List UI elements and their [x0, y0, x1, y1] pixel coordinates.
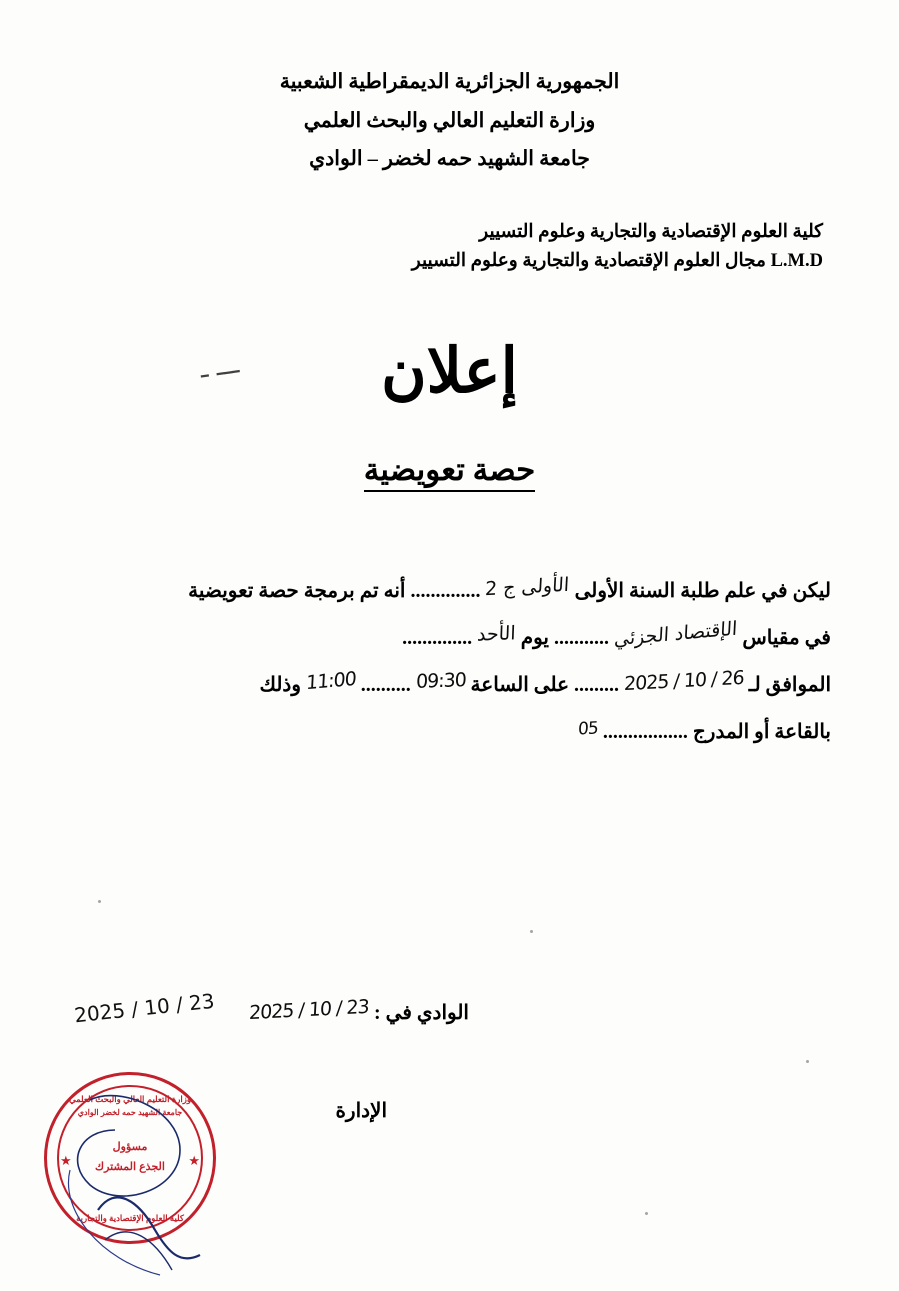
body-line-4: [66, 709, 831, 756]
document-header: [0, 72, 899, 188]
body-line-2-prefix: في مقياس: [742, 627, 831, 649]
administration-label: الإدارة: [335, 1100, 387, 1122]
handwriting-date: 26 / 10 / 2025: [623, 666, 745, 696]
domain-line: [412, 247, 823, 276]
page-title: إعلان: [381, 338, 518, 406]
handwriting-room: 05: [577, 718, 599, 740]
announcement-body: [66, 568, 831, 756]
handwriting-day: الأحد: [476, 622, 517, 646]
page-subtitle-text: حصة تعويضية: [364, 452, 536, 492]
official-stamp: [44, 1072, 216, 1244]
star-icon: ★: [60, 1153, 72, 1168]
page-speck: [645, 1212, 648, 1215]
place-and-date: [248, 995, 469, 1025]
star-icon: ★: [188, 1153, 200, 1168]
handwriting-year-group: الأولى ج 2: [484, 573, 571, 601]
body-line-3-dots-2: ..........: [360, 674, 411, 696]
body-line-1-suffix: أنه تم برمجة حصة تعويضية: [188, 580, 406, 602]
domain-label: مجال العلوم الإقتصادية والتجارية وعلوم التسيير: [411, 250, 766, 271]
stamp-center-line-1: مسؤول: [112, 1141, 148, 1153]
body-line-3: [66, 662, 831, 709]
body-line-4-prefix: بالقاعة أو المدرج: [692, 721, 831, 743]
handwriting-date-stamp-area: 23 / 10 / 2025: [73, 988, 216, 1028]
body-line-2: [66, 615, 831, 662]
stamp-center-line-2: الجذع المشترك: [95, 1161, 165, 1173]
body-line-3-suffix: وذلك: [259, 674, 301, 696]
body-line-2-day-label: يوم: [520, 627, 549, 649]
lmd-label: L.M.D: [770, 250, 823, 271]
margin-scribble-mark: ـــ ـ: [198, 349, 241, 385]
page-subtitle: [0, 452, 899, 488]
handwriting-time-end: 11:00: [305, 667, 357, 695]
body-line-3-prefix: الموافق لـ: [748, 674, 831, 696]
handwriting-time-start: 09:30: [415, 669, 466, 693]
faculty-block: [412, 218, 823, 275]
place-label: الوادي في :: [374, 1002, 469, 1024]
stamp-inner-ring: [57, 1085, 203, 1231]
page-speck: [98, 900, 101, 903]
stamp-arc-top-text: وزارة التعليم العالي والبحث العلمي: [69, 1094, 191, 1104]
body-line-3-time-label: على الساعة: [470, 674, 569, 696]
body-line-1-prefix: ليكن في علم طلبة السنة الأولى: [574, 580, 831, 602]
faculty-name: كلية العلوم الإقتصادية والتجارية وعلوم التسيير: [479, 222, 823, 242]
body-line-2-dots: ...........: [554, 627, 609, 649]
body-line-1-dots: ..............: [410, 580, 481, 602]
body-line-2-dots-2: ..............: [402, 627, 473, 649]
page-speck: [530, 930, 533, 933]
body-line-4-dots: .................: [602, 721, 688, 743]
header-line-republic: الجمهورية الجزائرية الديمقراطية الشعبية: [279, 71, 620, 93]
body-line-3-dots: .........: [574, 674, 619, 696]
header-line-ministry: وزارة التعليم العالي والبحث العلمي: [303, 109, 596, 132]
handwriting-signature-date: 23 / 10 / 2025: [248, 995, 370, 1025]
stamp-arc-bottom-text: كلية العلوم الإقتصادية والتجارية: [76, 1213, 184, 1223]
handwriting-module: الإقتصاد الجزئي: [613, 617, 738, 651]
stamp-arc-top-text-2: جامعة الشهيد حمه لخضر الوادي: [77, 1108, 183, 1117]
header-line-university: جامعة الشهيد حمه لخضر – الوادي: [309, 148, 590, 170]
page-speck: [806, 1060, 809, 1063]
